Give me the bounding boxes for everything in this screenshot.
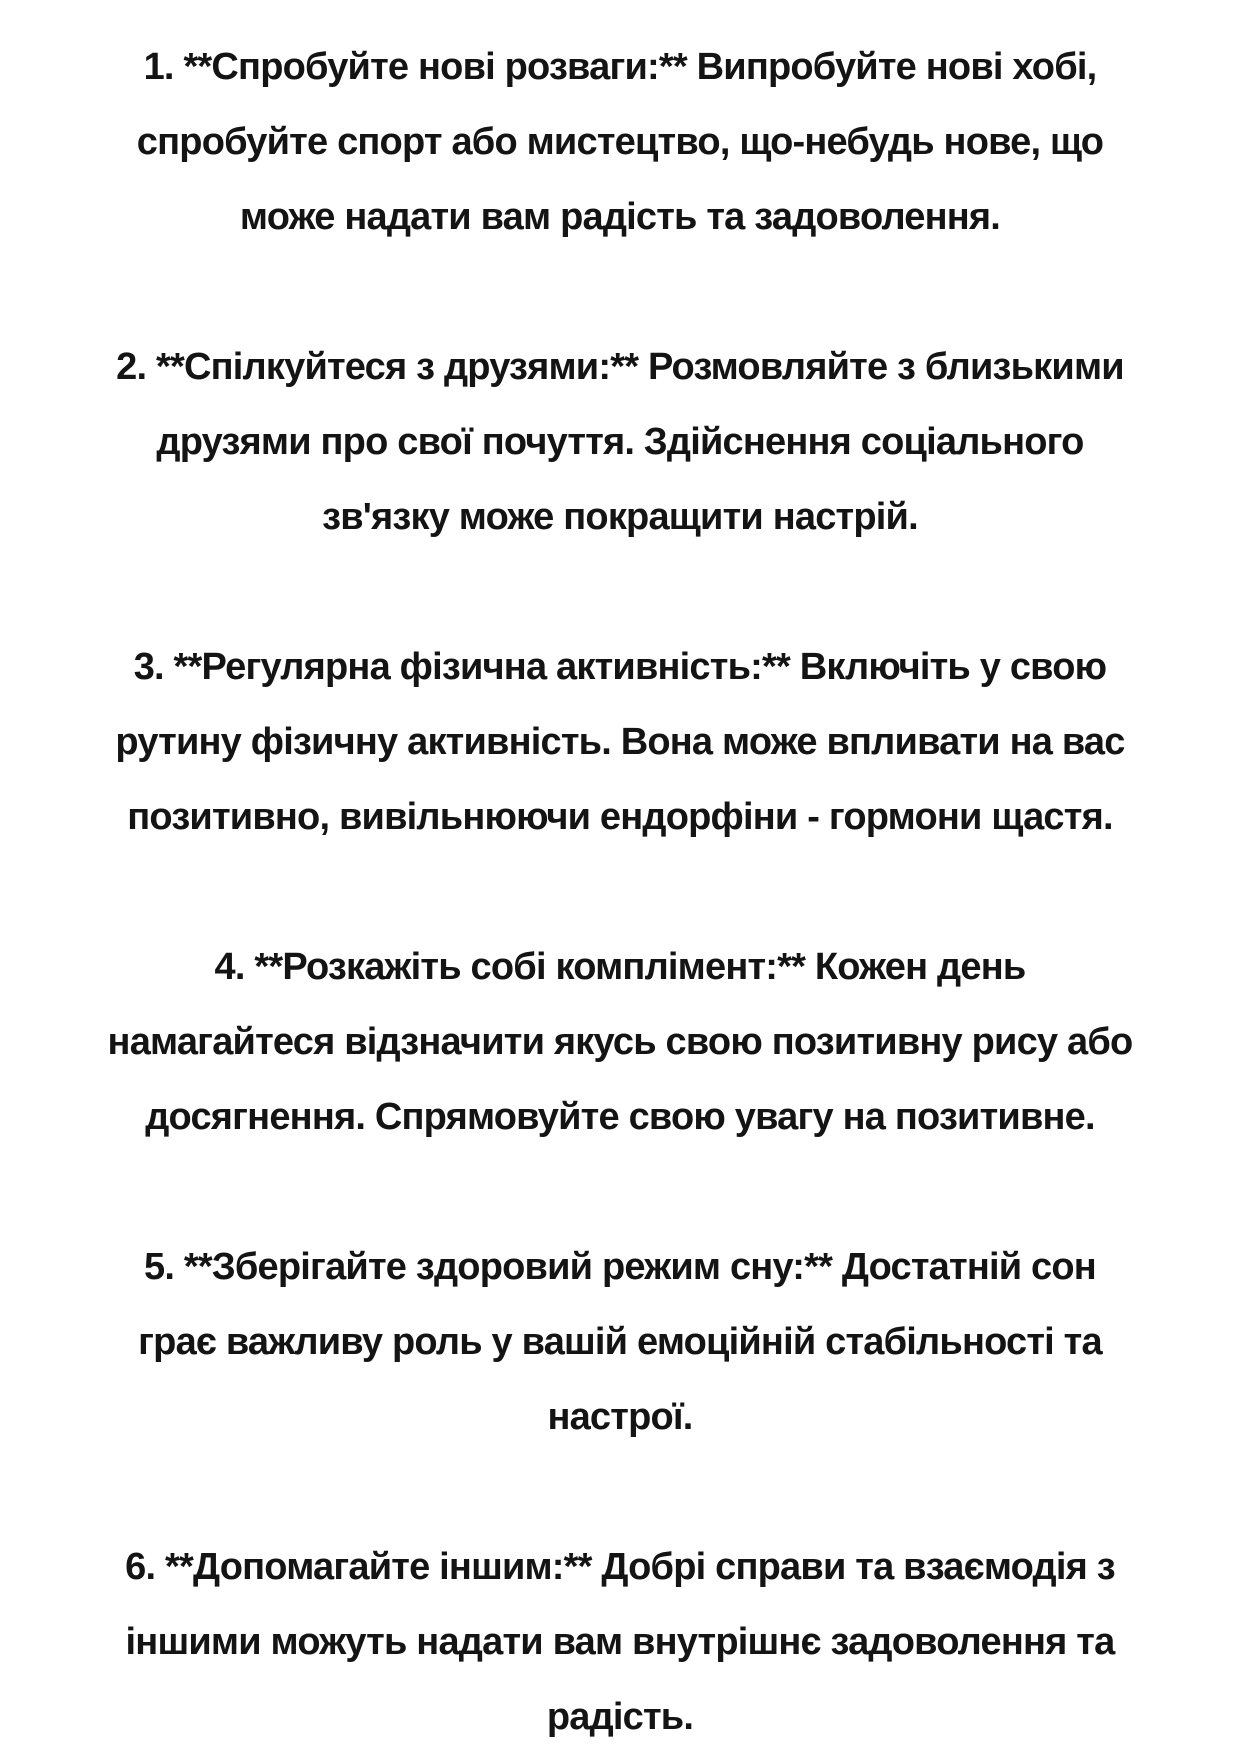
tip-line: іншими можуть надати вам внутрішнє задоволення та (125, 1621, 1115, 1663)
tip-1 (60, 30, 1180, 255)
tip-5 (60, 1230, 1180, 1455)
tip-line: 4. **Розкажіть собі комплімент:** Кожен день (214, 946, 1026, 988)
tip-line: 2. **Спілкуйтеся з друзями:** Розмовляйте з близькими (116, 346, 1124, 388)
tip-2 (60, 330, 1180, 555)
tip-line: настрої. (547, 1396, 693, 1438)
tip-line: 1. **Спробуйте нові розваги:** Випробуйте нові хобі, (143, 46, 1097, 88)
tip-line: досягнення. Спрямовуйте свою увагу на позитивне. (145, 1096, 1095, 1138)
tip-line: грає важливу роль у вашій емоційній стабільності та (138, 1321, 1102, 1363)
tip-4 (60, 930, 1180, 1155)
tip-line: радість. (546, 1696, 694, 1738)
tip-line: спробуйте спорт або мистецтво, що-небудь нове, що (136, 121, 1104, 163)
tip-line: друзями про свої почуття. Здійснення соціального (156, 421, 1084, 463)
document-body (60, 30, 1180, 1755)
tip-line: 3. **Регулярна фізична активність:** Включіть у свою (133, 646, 1107, 688)
tip-line: позитивно, вивільнюючи ендорфіни - гормони щастя. (127, 796, 1113, 838)
tip-line: зв'язку може покращити настрій. (322, 496, 918, 538)
tip-line: 5. **Зберігайте здоровий режим сну:** Достатній сон (144, 1246, 1096, 1288)
tip-line: 6. **Допомагайте іншим:** Добрі справи та взаємодія з (125, 1546, 1115, 1588)
tip-line: може надати вам радість та задоволення. (239, 196, 1001, 238)
tip-3 (60, 630, 1180, 855)
tip-line: рутину фізичну активність. Вона може впливати на вас (115, 721, 1125, 763)
tip-6 (60, 1530, 1180, 1755)
tip-line: намагайтеся відзначити якусь свою позитивну рису або (107, 1021, 1133, 1063)
